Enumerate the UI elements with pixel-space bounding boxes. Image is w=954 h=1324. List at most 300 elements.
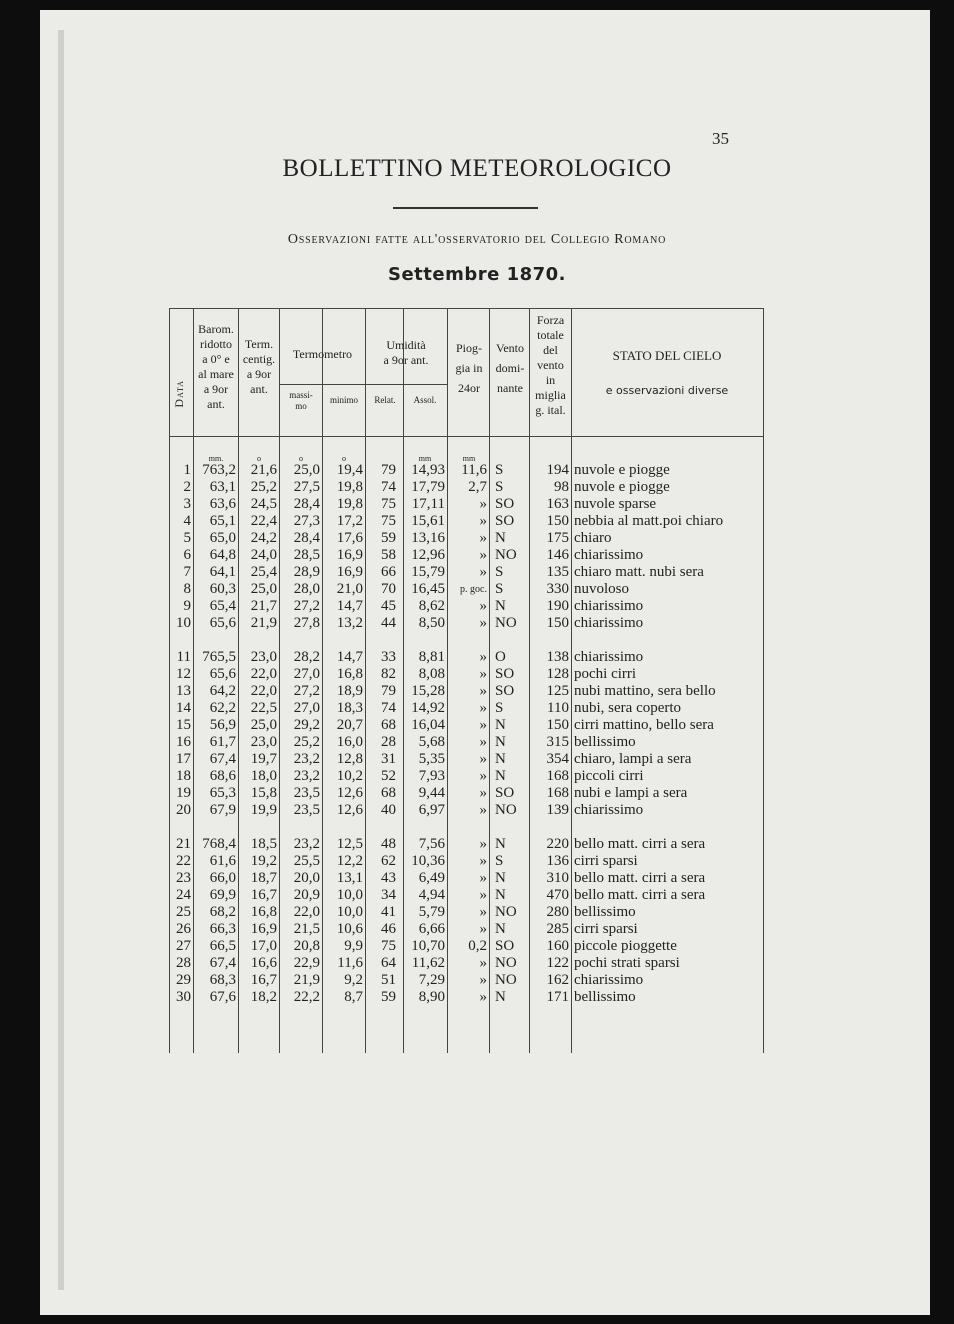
cell-term: 25,0 xyxy=(250,717,277,733)
unit-term: o xyxy=(257,454,261,463)
cell-min: 10,2 xyxy=(336,768,363,784)
cell-term: 22,0 xyxy=(250,666,277,682)
cell-stato: chiarissimo xyxy=(574,649,644,665)
cell-d: 18 xyxy=(176,768,191,784)
cell-vento: S xyxy=(495,462,504,478)
cell-vento: S xyxy=(495,479,504,495)
cell-stato: chiaro matt. nubi sera xyxy=(574,564,704,580)
table-row xyxy=(169,683,764,700)
cell-forza: 163 xyxy=(546,496,569,512)
table-row xyxy=(169,836,764,853)
header-termometro-centig: Term. centig. a 9or ant. xyxy=(242,337,276,396)
cell-rel: 75 xyxy=(381,513,396,529)
table-row xyxy=(169,598,764,615)
unit-pioggia: mm xyxy=(462,454,476,463)
cell-d: 25 xyxy=(176,904,191,920)
cell-max: 27,0 xyxy=(293,700,320,716)
cell-rel: 75 xyxy=(381,496,396,512)
cell-ass: 16,45 xyxy=(411,581,445,597)
cell-stato: nebbia al matt.poi chiaro xyxy=(574,513,724,529)
cell-min: 18,9 xyxy=(336,683,363,699)
cell-max: 20,8 xyxy=(293,938,320,954)
unit-barometro: mm. xyxy=(208,454,224,463)
cell-rel: 74 xyxy=(381,479,396,495)
cell-ass: 8,08 xyxy=(418,666,445,682)
cell-stato: nubi e lampi a sera xyxy=(574,785,688,801)
cell-min: 12,2 xyxy=(336,853,363,869)
cell-rel: 41 xyxy=(381,904,396,920)
cell-rel: 33 xyxy=(381,649,396,665)
cell-bar: 63,6 xyxy=(209,496,236,512)
cell-vento: NO xyxy=(495,802,517,818)
cell-bar: 768,4 xyxy=(202,836,236,852)
cell-forza: 330 xyxy=(546,581,569,597)
unit-max: o xyxy=(299,454,303,463)
cell-rel: 52 xyxy=(381,768,396,784)
cell-ass: 8,62 xyxy=(418,598,445,614)
cell-stato: bellissimo xyxy=(574,989,636,1005)
table-row xyxy=(169,717,764,734)
cell-stato: bellissimo xyxy=(574,904,636,920)
cell-piog: » xyxy=(479,513,487,529)
cell-rel: 62 xyxy=(381,853,396,869)
cell-stato: chiaro xyxy=(574,530,612,546)
cell-rel: 51 xyxy=(381,972,396,988)
table-row xyxy=(169,547,764,564)
cell-vento: NO xyxy=(495,547,517,563)
cell-ass: 5,35 xyxy=(418,751,445,767)
cell-piog: » xyxy=(479,700,487,716)
cell-forza: 139 xyxy=(546,802,569,818)
header-minimo: minimo xyxy=(329,395,358,405)
cell-piog: » xyxy=(479,836,487,852)
cell-vento: N xyxy=(495,768,506,784)
cell-min: 12,6 xyxy=(336,802,363,818)
header-stato-sub: e osservazioni diverse xyxy=(605,384,729,397)
cell-ass: 14,92 xyxy=(411,700,445,716)
cell-min: 9,2 xyxy=(344,972,363,988)
cell-vento: NO xyxy=(495,615,517,631)
cell-max: 28,9 xyxy=(293,564,320,580)
cell-term: 24,5 xyxy=(250,496,277,512)
header-vento: Vento domi- nante xyxy=(495,341,525,395)
cell-forza: 220 xyxy=(546,836,569,852)
cell-ass: 13,16 xyxy=(411,530,445,546)
cell-piog: » xyxy=(479,870,487,886)
cell-term: 17,0 xyxy=(250,938,277,954)
cell-ass: 15,79 xyxy=(411,564,445,580)
cell-piog: » xyxy=(479,768,487,784)
cell-stato: piccole pioggette xyxy=(574,938,677,954)
cell-ass: 8,50 xyxy=(418,615,445,631)
cell-piog: » xyxy=(479,751,487,767)
cell-bar: 67,6 xyxy=(209,989,236,1005)
cell-piog: » xyxy=(479,921,487,937)
cell-bar: 64,2 xyxy=(209,683,236,699)
cell-stato: nubi, sera coperto xyxy=(574,700,682,716)
cell-rel: 40 xyxy=(381,802,396,818)
cell-max: 23,2 xyxy=(293,836,320,852)
cell-min: 19,8 xyxy=(336,496,363,512)
cell-term: 23,0 xyxy=(250,734,277,750)
cell-max: 25,2 xyxy=(293,734,320,750)
cell-max: 20,9 xyxy=(293,887,320,903)
cell-d: 21 xyxy=(176,836,191,852)
cell-vento: NO xyxy=(495,904,517,920)
cell-stato: chiarissimo xyxy=(574,615,644,631)
table-row xyxy=(169,649,764,666)
cell-piog: 11,6 xyxy=(461,462,487,478)
cell-forza: 470 xyxy=(546,887,569,903)
cell-max: 21,5 xyxy=(293,921,320,937)
cell-stato: bellissimo xyxy=(574,734,636,750)
cell-max: 23,2 xyxy=(293,751,320,767)
cell-min: 16,9 xyxy=(336,564,363,580)
cell-ass: 8,90 xyxy=(418,989,445,1005)
header-umidita: Umidità a 9or ant. xyxy=(383,338,429,367)
cell-min: 12,8 xyxy=(336,751,363,767)
cell-d: 10 xyxy=(176,615,191,631)
header-data: Data xyxy=(172,380,186,408)
cell-forza: 310 xyxy=(546,870,569,886)
table-row xyxy=(169,768,764,785)
cell-piog: » xyxy=(479,649,487,665)
cell-bar: 763,2 xyxy=(202,462,236,478)
cell-piog: » xyxy=(479,547,487,563)
cell-term: 24,0 xyxy=(250,547,277,563)
cell-term: 19,2 xyxy=(250,853,277,869)
table-row xyxy=(169,666,764,683)
header-barometro: Barom. ridotto a 0° e al mare a 9or ant. xyxy=(198,322,234,411)
table-row xyxy=(169,734,764,751)
cell-d: 12 xyxy=(176,666,191,682)
cell-stato: chiarissimo xyxy=(574,547,644,563)
cell-rel: 79 xyxy=(381,683,396,699)
cell-ass: 6,66 xyxy=(418,921,445,937)
cell-ass: 10,36 xyxy=(411,853,445,869)
header-pioggia: Piog- gia in 24or xyxy=(455,341,483,395)
cell-forza: 354 xyxy=(546,751,569,767)
cell-piog: » xyxy=(479,530,487,546)
cell-d: 13 xyxy=(176,683,191,699)
cell-bar: 64,1 xyxy=(209,564,236,580)
cell-piog: 0,2 xyxy=(468,938,487,954)
cell-rel: 70 xyxy=(381,581,396,597)
cell-term: 16,8 xyxy=(250,904,277,920)
cell-max: 27,2 xyxy=(293,683,320,699)
header-relativa: Relat. xyxy=(374,395,396,405)
cell-stato: cirri sparsi xyxy=(574,921,638,937)
page-subtitle: Osservazioni fatte all'osservatorio del Collegio Romano xyxy=(287,232,667,247)
cell-max: 21,9 xyxy=(293,972,320,988)
table-row xyxy=(169,904,764,921)
cell-stato: cirri sparsi xyxy=(574,853,638,869)
cell-d: 6 xyxy=(183,547,191,563)
cell-piog: » xyxy=(479,785,487,801)
cell-bar: 65,6 xyxy=(209,615,236,631)
cell-forza: 136 xyxy=(546,853,569,869)
page-title: BOLLETTINO METEOROLOGICO xyxy=(282,155,672,182)
cell-min: 13,1 xyxy=(336,870,363,886)
cell-forza: 160 xyxy=(546,938,569,954)
cell-bar: 765,5 xyxy=(202,649,236,665)
cell-bar: 67,4 xyxy=(209,751,236,767)
header-stato-cielo: STATO DEL CIELO xyxy=(612,348,722,363)
cell-ass: 16,04 xyxy=(411,717,445,733)
table-body xyxy=(169,462,764,1006)
cell-piog: » xyxy=(479,955,487,971)
cell-min: 8,7 xyxy=(344,989,363,1005)
cell-term: 21,7 xyxy=(250,598,277,614)
cell-forza: 175 xyxy=(546,530,569,546)
cell-ass: 5,79 xyxy=(418,904,445,920)
cell-max: 22,0 xyxy=(293,904,320,920)
cell-rel: 44 xyxy=(381,615,396,631)
cell-ass: 15,28 xyxy=(411,683,445,699)
cell-ass: 11,62 xyxy=(411,955,445,971)
cell-bar: 68,6 xyxy=(209,768,236,784)
cell-term: 24,2 xyxy=(250,530,277,546)
cell-ass: 15,61 xyxy=(411,513,445,529)
cell-d: 8 xyxy=(183,581,191,597)
cell-piog: » xyxy=(479,666,487,682)
cell-vento: SO xyxy=(495,785,515,801)
cell-forza: 98 xyxy=(554,479,569,495)
cell-bar: 65,1 xyxy=(209,513,236,529)
cell-d: 1 xyxy=(183,462,191,478)
cell-min: 21,0 xyxy=(336,581,363,597)
cell-piog: p. goc. xyxy=(460,584,487,595)
cell-rel: 48 xyxy=(381,836,396,852)
cell-forza: 285 xyxy=(546,921,569,937)
cell-vento: SO xyxy=(495,513,515,529)
cell-term: 25,4 xyxy=(250,564,277,580)
month-heading: Settembre 1870. xyxy=(387,264,567,285)
cell-term: 21,6 xyxy=(250,462,277,478)
table-row xyxy=(169,972,764,989)
cell-piog: 2,7 xyxy=(468,479,487,495)
cell-forza: 150 xyxy=(546,615,569,631)
cell-bar: 65,0 xyxy=(209,530,236,546)
cell-forza: 150 xyxy=(546,513,569,529)
cell-bar: 67,9 xyxy=(209,802,236,818)
cell-stato: cirri mattino, bello sera xyxy=(574,717,714,733)
cell-min: 16,9 xyxy=(336,547,363,563)
cell-min: 11,6 xyxy=(337,955,363,971)
cell-term: 16,6 xyxy=(250,955,277,971)
cell-term: 19,7 xyxy=(250,751,277,767)
cell-d: 2 xyxy=(183,479,191,495)
cell-bar: 56,9 xyxy=(209,717,236,733)
cell-rel: 28 xyxy=(381,734,396,750)
cell-ass: 7,29 xyxy=(418,972,445,988)
cell-max: 25,0 xyxy=(293,462,320,478)
cell-term: 22,4 xyxy=(250,513,277,529)
page-edge xyxy=(58,30,64,1290)
cell-vento: N xyxy=(495,717,506,733)
table-row xyxy=(169,802,764,819)
table-row xyxy=(169,955,764,972)
table-row xyxy=(169,496,764,513)
cell-ass: 4,94 xyxy=(418,887,445,903)
cell-max: 28,2 xyxy=(293,649,320,665)
header-assoluta: Assol. xyxy=(413,395,437,405)
cell-ass: 9,44 xyxy=(418,785,445,801)
cell-bar: 60,3 xyxy=(209,581,236,597)
cell-term: 18,2 xyxy=(250,989,277,1005)
cell-min: 19,8 xyxy=(336,479,363,495)
cell-max: 28,4 xyxy=(293,530,320,546)
cell-bar: 61,7 xyxy=(209,734,236,750)
cell-ass: 17,79 xyxy=(411,479,445,495)
cell-vento: SO xyxy=(495,666,515,682)
cell-max: 20,0 xyxy=(293,870,320,886)
table-row xyxy=(169,785,764,802)
cell-vento: N xyxy=(495,836,506,852)
table-row xyxy=(169,479,764,496)
cell-bar: 66,5 xyxy=(209,938,236,954)
cell-d: 28 xyxy=(176,955,191,971)
cell-min: 12,5 xyxy=(336,836,363,852)
cell-max: 23,5 xyxy=(293,802,320,818)
cell-max: 27,3 xyxy=(293,513,320,529)
cell-max: 25,5 xyxy=(293,853,320,869)
cell-d: 11 xyxy=(176,649,191,665)
cell-vento: N xyxy=(495,734,506,750)
cell-stato: nuvole e piogge xyxy=(574,462,670,478)
cell-max: 27,5 xyxy=(293,479,320,495)
cell-piog: » xyxy=(479,802,487,818)
cell-forza: 122 xyxy=(546,955,569,971)
cell-term: 16,7 xyxy=(250,887,277,903)
cell-vento: SO xyxy=(495,683,515,699)
cell-stato: chiarissimo xyxy=(574,802,644,818)
cell-max: 28,0 xyxy=(293,581,320,597)
cell-rel: 74 xyxy=(381,700,396,716)
cell-ass: 17,11 xyxy=(411,496,445,512)
table-row xyxy=(169,462,764,479)
cell-forza: 190 xyxy=(546,598,569,614)
header-forza-vento: Forza totale del vento in miglia g. ital. xyxy=(535,313,566,417)
cell-bar: 69,9 xyxy=(209,887,236,903)
cell-max: 22,2 xyxy=(293,989,320,1005)
cell-bar: 65,3 xyxy=(209,785,236,801)
cell-stato: pochi strati sparsi xyxy=(574,955,680,971)
cell-max: 28,5 xyxy=(293,547,320,563)
table-row xyxy=(169,530,764,547)
cell-term: 18,7 xyxy=(250,870,277,886)
unit-assoluta: mm xyxy=(418,454,432,463)
cell-forza: 162 xyxy=(546,972,569,988)
table-row xyxy=(169,870,764,887)
cell-stato: chiaro, lampi a sera xyxy=(574,751,692,767)
cell-piog: » xyxy=(479,717,487,733)
unit-min: o xyxy=(342,454,346,463)
cell-bar: 66,0 xyxy=(209,870,236,886)
cell-stato: nuvole e piogge xyxy=(574,479,670,495)
cell-stato: chiarissimo xyxy=(574,972,644,988)
cell-piog: » xyxy=(479,734,487,750)
cell-rel: 34 xyxy=(381,887,396,903)
table-row xyxy=(169,887,764,904)
table-row xyxy=(169,615,764,632)
cell-vento: NO xyxy=(495,972,517,988)
cell-max: 23,5 xyxy=(293,785,320,801)
header-termometro: Termometro xyxy=(292,347,353,361)
cell-d: 15 xyxy=(176,717,191,733)
cell-min: 9,9 xyxy=(344,938,363,954)
cell-bar: 62,2 xyxy=(209,700,236,716)
cell-rel: 68 xyxy=(381,785,396,801)
cell-ass: 10,70 xyxy=(411,938,445,954)
cell-piog: » xyxy=(479,598,487,614)
cell-stato: bello matt. cirri a sera xyxy=(574,836,706,852)
cell-ass: 6,97 xyxy=(418,802,445,818)
cell-rel: 59 xyxy=(381,530,396,546)
cell-min: 10,0 xyxy=(336,904,363,920)
cell-vento: N xyxy=(495,887,506,903)
cell-rel: 64 xyxy=(381,955,396,971)
cell-vento: S xyxy=(495,700,504,716)
cell-term: 16,7 xyxy=(250,972,277,988)
cell-stato: pochi cirri xyxy=(574,666,637,682)
table-row xyxy=(169,989,764,1006)
cell-d: 14 xyxy=(176,700,191,716)
cell-d: 20 xyxy=(176,802,191,818)
cell-term: 22,5 xyxy=(250,700,277,716)
cell-bar: 65,6 xyxy=(209,666,236,682)
cell-rel: 31 xyxy=(381,751,396,767)
cell-piog: » xyxy=(479,853,487,869)
cell-vento: N xyxy=(495,921,506,937)
cell-rel: 79 xyxy=(381,462,396,478)
page-number: 35 xyxy=(712,129,729,148)
cell-stato: nuvole sparse xyxy=(574,496,657,512)
cell-bar: 66,3 xyxy=(209,921,236,937)
cell-bar: 64,8 xyxy=(209,547,236,563)
cell-forza: 128 xyxy=(546,666,569,682)
table-row xyxy=(169,853,764,870)
cell-piog: » xyxy=(479,887,487,903)
cell-stato: bello matt. cirri a sera xyxy=(574,887,706,903)
cell-term: 18,5 xyxy=(250,836,277,852)
cell-max: 22,9 xyxy=(293,955,320,971)
header-massimo: massi- mo xyxy=(289,390,313,411)
cell-term: 16,9 xyxy=(250,921,277,937)
cell-min: 18,3 xyxy=(336,700,363,716)
cell-term: 15,8 xyxy=(250,785,277,801)
cell-term: 22,0 xyxy=(250,683,277,699)
cell-vento: S xyxy=(495,581,504,597)
cell-vento: SO xyxy=(495,496,515,512)
table-row xyxy=(169,700,764,717)
cell-vento: N xyxy=(495,989,506,1005)
cell-piog: » xyxy=(479,683,487,699)
cell-max: 27,2 xyxy=(293,598,320,614)
cell-forza: 135 xyxy=(546,564,569,580)
cell-d: 16 xyxy=(176,734,191,750)
cell-bar: 63,1 xyxy=(209,479,236,495)
cell-min: 13,2 xyxy=(336,615,363,631)
cell-forza: 138 xyxy=(546,649,569,665)
cell-d: 4 xyxy=(183,513,191,529)
cell-max: 29,2 xyxy=(293,717,320,733)
cell-term: 19,9 xyxy=(250,802,277,818)
cell-forza: 280 xyxy=(546,904,569,920)
cell-piog: » xyxy=(479,989,487,1005)
cell-d: 26 xyxy=(176,921,191,937)
cell-rel: 46 xyxy=(381,921,396,937)
